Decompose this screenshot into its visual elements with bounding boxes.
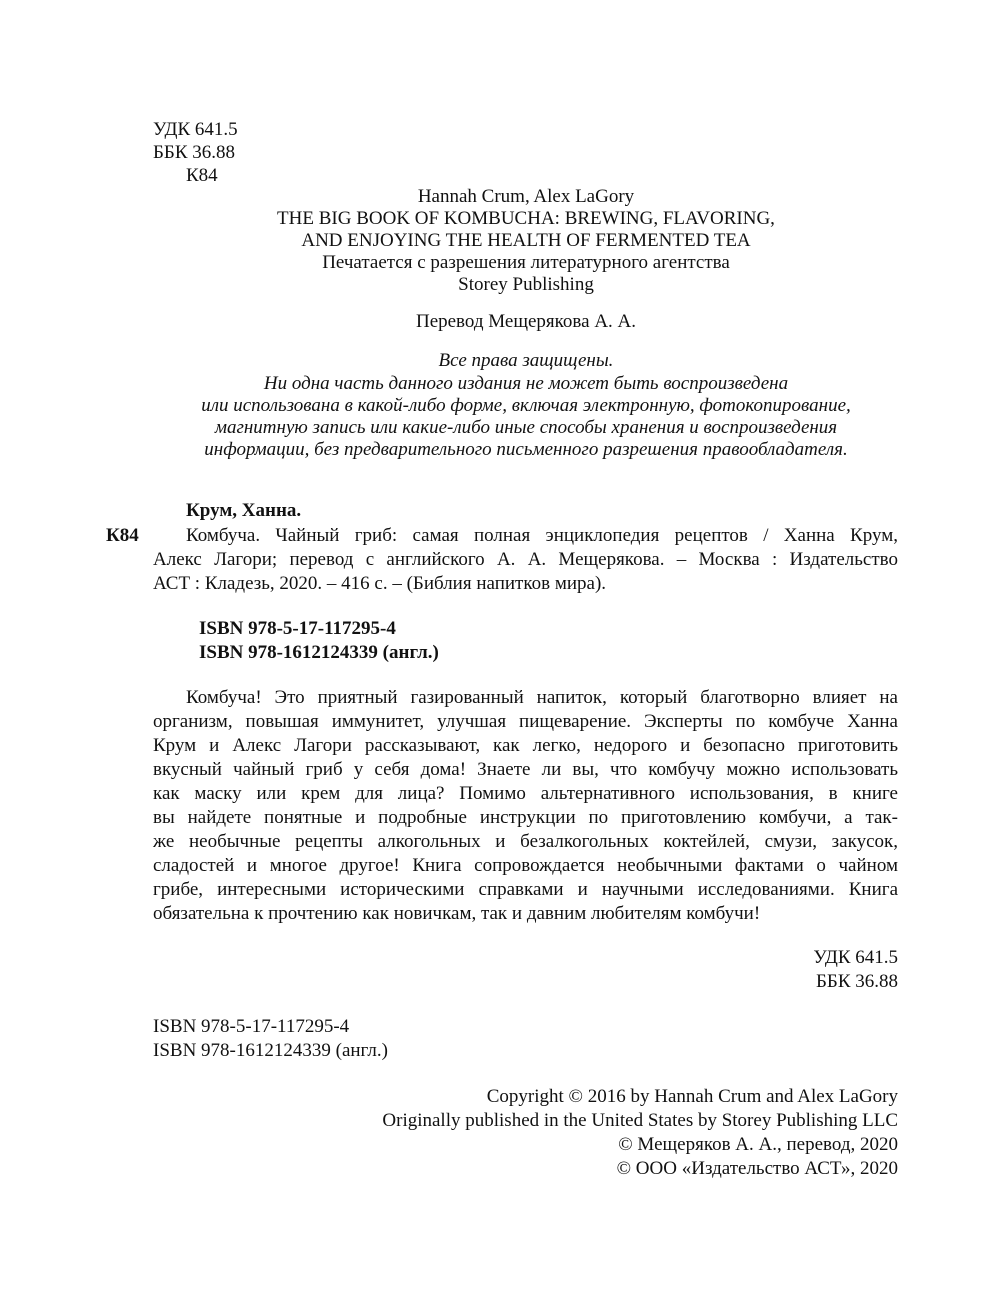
- copyright-line2: Originally published in the United States by Storey Publishing LLC: [382, 1110, 898, 1131]
- udk-code-right: УДК 641.5: [813, 947, 898, 968]
- annotation-line: Комбуча! Это приятный газированный напиток, который благотворно влияет на: [186, 687, 898, 708]
- annotation-line: организм, повышая иммунитет, улучшая пищеварение. Эксперты по комбуче Ханна: [153, 711, 898, 732]
- isbn-bottom-2: ISBN 978-1612124339 (англ.): [153, 1040, 388, 1061]
- annotation-line: Крум и Алекс Лагори рассказывают, как легко, недорого и безопасно приготовить: [153, 735, 898, 756]
- udk-code: УДК 641.5: [153, 119, 238, 140]
- bbk-code: ББК 36.88: [153, 142, 235, 163]
- copyright-line4: © ООО «Издательство АСТ», 2020: [616, 1158, 898, 1179]
- translation-credit: Перевод Мещерякова А. А.: [415, 311, 637, 332]
- catalog-heading: Крум, Ханна.: [186, 500, 302, 521]
- catalog-line2: Алекс Лагори; перевод с английского А. А. Мещерякова. – Москва : Издательство: [153, 549, 898, 570]
- annotation-line: грибе, интересными историческими справками и научными исследованиями. Книга: [153, 879, 898, 900]
- annotation-line: же необычные рецепты алкогольных и безалкогольных коктейлей, смузи, закусок,: [153, 831, 898, 852]
- annotation-line: как маску или крем для лица? Помимо альтернативного использования, в книге: [153, 783, 898, 804]
- bbk-code-right: ББК 36.88: [816, 971, 898, 992]
- annotation-line: вы найдете понятные и подробные инструкции по приготовлению комбучи, а так-: [153, 807, 898, 828]
- annotation-line: вкусный чайный гриб у себя дома! Знаете ли вы, что комбучу можно использовать: [153, 759, 898, 780]
- copyright-line3: © Мещеряков А. А., перевод, 2020: [618, 1134, 898, 1155]
- rights-line3: или использована в какой-либо форме, включая электронную, фотокопирование,: [201, 395, 851, 416]
- author-mark: К84: [186, 165, 218, 186]
- annotation-line: сладостей и многое другое! Книга сопровождается необычными фактами о чайном: [153, 855, 898, 876]
- catalog-line3: АСТ : Кладезь, 2020. – 416 с. – (Библия напитков мира).: [153, 573, 607, 594]
- isbn-bottom-1: ISBN 978-5-17-117295-4: [153, 1016, 350, 1037]
- rights-line2: Ни одна часть данного издания не может быть воспроизведена: [263, 373, 789, 394]
- catalog-mark: К84: [106, 525, 139, 546]
- catalog-line1: Комбуча. Чайный гриб: самая полная энциклопедия рецептов / Ханна Крум,: [186, 525, 898, 546]
- permission-line2: Storey Publishing: [458, 274, 594, 295]
- original-title-line2: AND ENJOYING THE HEALTH OF FERMENTED TEA: [301, 230, 751, 251]
- rights-line5: информации, без предварительного письменного разрешения правообладателя.: [204, 439, 848, 460]
- rights-line1: Все права защищены.: [438, 350, 614, 371]
- original-authors: Hannah Crum, Alex LaGory: [417, 186, 635, 207]
- copyright-line1: Copyright © 2016 by Hannah Crum and Alex LaGory: [486, 1086, 898, 1107]
- original-title-line1: THE BIG BOOK OF KOMBUCHA: BREWING, FLAVORING,: [277, 208, 775, 229]
- annotation-line: обязательна к прочтению как новичкам, так и давним любителям комбучи!: [153, 903, 761, 924]
- catalog-isbn2: ISBN 978-1612124339 (англ.): [199, 642, 439, 663]
- rights-line4: магнитную запись или какие-либо иные способы хранения и воспроизведения: [214, 417, 838, 438]
- catalog-isbn1: ISBN 978-5-17-117295-4: [199, 618, 396, 639]
- permission-line1: Печатается с разрешения литературного агентства: [322, 252, 730, 273]
